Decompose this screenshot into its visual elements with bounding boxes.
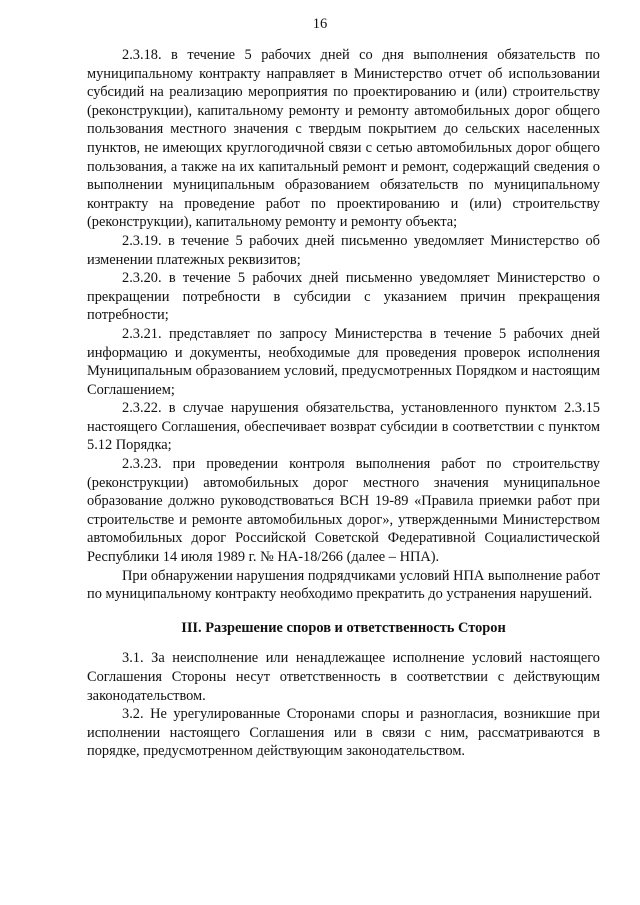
paragraph-2-3-20: 2.3.20. в течение 5 рабочих дней письменно уведомляет Министерство о прекращении потребности в субсидии с указанием причин прекращения потребности; bbox=[87, 270, 600, 324]
paragraph-2-3-21: 2.3.21. представляет по запросу Министерства в течение 5 рабочих дней информацию и документы, необходимые для проведения проверок исполнения Муниципальным образованием условий, предусмотренных Порядком и настоящим Соглашением; bbox=[87, 325, 600, 398]
paragraph-3-1: 3.1. За неисполнение или ненадлежащее исполнение условий настоящего Соглашения Стороны несут ответственность в соответствии с действующим законодательством. bbox=[87, 650, 600, 704]
page-number: 16 bbox=[312, 16, 328, 32]
document-body bbox=[87, 46, 600, 761]
paragraph-3-2: 3.2. Не урегулированные Сторонами споры и разногласия, возникшие при исполнении настоящего Соглашения или в связи с ним, рассматриваются в порядке, предусмотренном действующим законодательством. bbox=[87, 706, 600, 760]
paragraph-2-3-18: 2.3.18. в течение 5 рабочих дней со дня выполнения обязательств по муниципальному контракту направляет в Министерство отчет об использовании субсидий на реализацию мероприятия по проектированию и (или) строительству (реконструкции), капитальному ремонту и ремонту автомобильных дорог общего пользования местного значения с твердым покрытием до сельских населенных пунктов, не имеющих круглогодичной связи с сетью автомобильных дорог общего пользования, а также на их капитальный ремонт и ремонт, содержащий сведения о выполнении муниципальным образованием обязательств по муниципальному контракту на проведение работ по проектированию и (или) строительству (реконструкции), капитальному ремонту и ремонту объекта; bbox=[87, 47, 600, 231]
paragraph-npa-violation: При обнаружении нарушения подрядчиками условий НПА выполнение работ по муниципальному контракту необходимо прекратить до устранения нарушений. bbox=[87, 567, 600, 603]
paragraph-2-3-22: 2.3.22. в случае нарушения обязательства, установленного пунктом 2.3.15 настоящего Соглашения, обеспечивает возврат субсидии в соответствии с пунктом 5.12 Порядка; bbox=[87, 400, 600, 454]
section-heading: III. Разрешение споров и ответственность Сторон bbox=[181, 619, 506, 636]
paragraph-2-3-19: 2.3.19. в течение 5 рабочих дней письменно уведомляет Министерство об изменении платежных реквизитов; bbox=[87, 232, 600, 268]
paragraph-2-3-23: 2.3.23. при проведении контроля выполнения работ по строительству (реконструкции) автомобильных дорог местного значения муниципальное образование должно руководствоваться ВСН 19-89 «Правила приемки работ при строительстве и ремонте автомобильных дорог», утвержденными Министерством автомобильных дорог Российской Советской Федеративной Социалистической Республики 14 июля 1989 г. № НА-18/266 (далее – НПА). bbox=[87, 456, 600, 566]
